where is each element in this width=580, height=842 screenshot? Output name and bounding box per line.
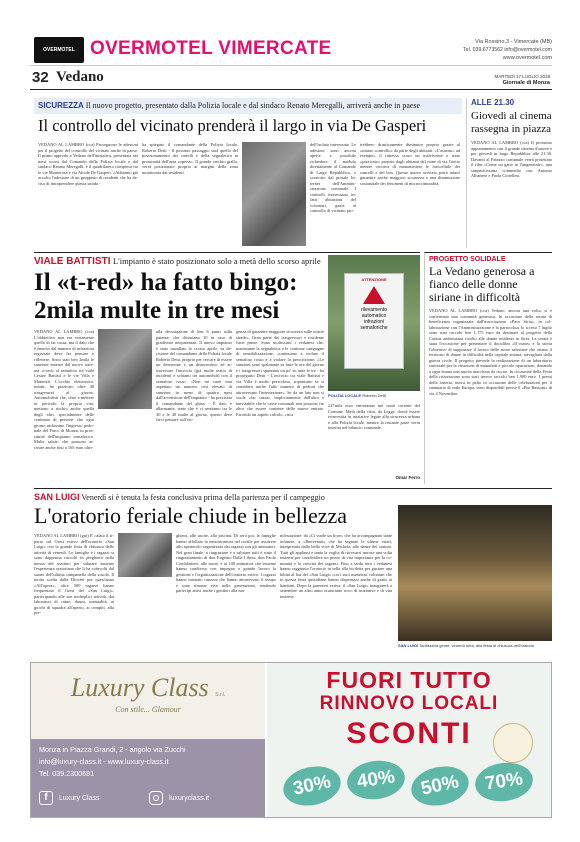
sign-panel (344, 273, 404, 369)
ad-left-panel (31, 663, 265, 817)
article-photo-small (118, 533, 172, 577)
article-kicker: SAN LUIGI (34, 492, 80, 502)
ad-instagram: luxuryclass.it (169, 795, 210, 802)
photo-caption-text: Roberto Detti (362, 393, 386, 398)
article-column-1: VEDANO AL LAMBRO (cca) Proseguono le adesioni per il progetto del controllo del vicinato anche in paese. Il primo approdo a Vedano dell'iniziativa, presentata nei mesi scorsi dal Comando della Polizia locale e dal sindaco Renato Meregalli, è il quadrilatero compreso tra le vie Monterosa e via Alcide De Gasperi. «Abbiamo già accolto l'adesione di un gruppetto di residenti che ha deciso di intraprendere questa strada - (38, 142, 138, 186)
banner-address: Via Rossino,3 - Vimercate (MB) (475, 39, 552, 45)
ad-promo-line3: SCONTI (346, 717, 472, 750)
article-photo-small (98, 329, 152, 409)
page-date: MARTEDÌ 17 LUGLIO 2018 (494, 74, 550, 79)
photo-caption (328, 393, 420, 398)
sidebar-kicker: PROGETTO SOLIDALE (429, 256, 506, 263)
ad-promo-line2: RINNOVO LOCALI (319, 693, 499, 714)
section-title: Vedano (56, 69, 104, 85)
ad-brand (41, 673, 255, 703)
instagram-icon (149, 791, 163, 805)
page-number: 32 (32, 69, 49, 86)
article-column-4: trebbero drasticamente diminuire proprio grazie al «mutuo controllo» da parte degli abitanti. «L'assenso, ad esempio, il rimessa scoro un malvivente e stato «pizzicato» proprio dagli abitanti del rione di via Giotto mentre cercava di manomettere le fotocellule dei cancelli e del box. Questo nuovo servizio potrà infatti garantire anche maggiori sicurezza e una diminuzione sostanziale dei fenomeni di microcriminalità. (360, 142, 460, 186)
article-subhead (38, 101, 460, 110)
sidebar-headline: La Vedano generosa a fianco delle donne siriane in difficoltà (429, 264, 535, 304)
banner-logo (34, 37, 84, 63)
sidebar-headline: Giovedì al cinema rassegna in piazza (471, 110, 552, 135)
banner-website: www.overmotel.com (502, 55, 552, 61)
sign-text-3: infrazioni (363, 319, 384, 325)
discount-badge (280, 761, 345, 810)
sidebar-body: VEDANO AL LAMBRO (cca) Il prossimo appuntamento con il grande cinema d'autore e per giovedì in largo Repubblica alle 21.30. Davanti al Palazzo comunale verrà proiettato il film «Come un gatto in Tangenziale», una simpaticissima commedia con Antonio Albanese e Paola Cortellesi. (471, 140, 552, 178)
discount-badge (345, 757, 408, 803)
sidebar-solidale (424, 252, 552, 484)
ad-brand-reg: S.r.l. (215, 692, 226, 698)
ad-brand-name: Luxury Class (70, 673, 209, 702)
article-subhead-text: Il nuovo progetto, presentato dalla Polizia locale e dal sindaco Renato Meregalli, arriverà anche in paese (85, 101, 421, 110)
advertisement (30, 662, 552, 818)
article-photo-crowd (398, 505, 552, 641)
banner-phone: Tel. 039.6773562 info@overmotel.com (463, 47, 552, 53)
article-column-1: VEDANO AL LAMBRO (cca) L'obbiettivo non era certamente quello di far cassa, ma il dato che è emerso dal numero di infrazioni registrate deve far pensare e riflettere. Sono stati ben 2mila le sanzioni emesse dal nuovo sistema «t-red» al semaforo tra viale Cesare Battisti e le vie Villa e Matteotti. L'occhio elettronico, infatti, ha pizzicato oltre 40 trasgressori al giorno. Automobilisti che, oltre a mettere in pericolo la propria vita, mettono a rischio anche quella degli altri, specialmente delle centinaia di persone che ogni giorno utilizzano l'ingresso pedonale del Parco di Monza, in prossimità dell'impianto semaforico. Multe salate, che possono arrivare anche fino a 165 euro oltre (34, 329, 94, 450)
discount-badge (408, 761, 473, 810)
article-kicker: SICUREZZA (38, 101, 84, 110)
photo-caption-text: Tantissima gente, venerdì sera, alla festa di chiusura dell'oratorio (419, 643, 535, 648)
article-column-2: ha spiegato il comandante della Polizia locale, Roberto Detti - Il possimo passaggio sarà quello del posizionamento dei cartelli e della segnaletica in prossimità dell'area coperta». Il grande cerchio giallo, verrà posizionato proprio ai margini della zona monitorata dai residenti (142, 142, 238, 175)
article-headline: Il controllo del vicinato prenderà il largo in via De Gasperi (38, 116, 427, 135)
banner-logo-text: OVERMOTEL (43, 47, 75, 53)
article-headline: L'oratorio feriale chiude in bellezza (34, 503, 348, 528)
page-header (30, 68, 552, 90)
article-photo (242, 142, 306, 246)
sign-heading: ATTENZIONE (361, 277, 387, 282)
ad-email: info@luxury-class.it - www.luxury-class.it (39, 757, 169, 766)
top-banner (30, 34, 552, 66)
discount-badge (473, 759, 536, 805)
discount-value: 30% (291, 771, 333, 800)
facebook-icon: f (39, 791, 53, 805)
article-headline-line1: Il «t-red» ha fatto bingo: (34, 269, 298, 296)
photo-caption-label: POLIZIA LOCALE (328, 393, 362, 398)
sign-text-4: semaforiche (360, 325, 388, 331)
ad-right-panel (267, 663, 551, 817)
article-column-2: ghiera, alle uscite, alla piscina. Di sera poi, le famiglie hanno affollato la tensostruttura nel cortile per assistere allo spettacolo organizzato dai ragazzi con gli animatori. Nel gran finale, a ringraziare e a salutare tutti è stato il ringraziamento di don Eugenio Dalla Libera, don Paolo Confalonieri, alle suore, e ai 100 animatori che insieme hanno condiviso con impegno e grande lavoro la gestione e l'organizzazione dell'oratorio estivo. I ragazzi hanno intonato canzoni che hanno attraversato il tempo e sono rimaste vive nelle generazioni, rendendo partecipi attivi anche i genitori alla ma- (176, 533, 276, 593)
banner-title: OVERMOTEL VIMERCATE (90, 38, 332, 59)
photo-caption-label: SAN LUIGI (398, 643, 419, 648)
sign-triangle-icon (363, 286, 385, 304)
sidebar-kicker: ALLE 21.30 (471, 98, 515, 107)
sign-text-1: rilevamento (361, 307, 387, 313)
ad-promo-line1: FUORI TUTTO (326, 667, 492, 693)
instagram-icon-lens (153, 795, 159, 801)
discount-value: 50% (419, 771, 461, 800)
discount-value: 70% (483, 768, 525, 795)
paper-name: Giornale di Monza (502, 80, 550, 86)
sidebar-body: VEDANO AL LAMBRO (cca) Vedano, ancora una volta, si è confermata una comunità generosa. In occasione della serata di beneficenza organizzata dall'associazione «Pace Siria», in collaborazione con l'Amministrazione e la parrocchia, lo scorso 7 luglio sono stati raccolti ben 1.175 euro da destinare al progetto della Caritas ambrosiana rivolto alle donne residenti in Siria. La serata è stata l'occasione per presentare il docufilm «Il mare» e la storia l'obiettivo di supportare il lavoro delle suore salesiane che ottano il territorio di donne in difficoltà nella capitale siriana, travagliata dalla guerra civile. Il progetto prevede la realizzazione di un laboratorio sartoriale per la creazione di manufatti e piccole riparazioni, donando a ogni donna una nuova macchina da cucire. In occasione della Festa della ristorazione sono stati invece raccolti ben 1.900 euro. I premi della lotteria, messi in palio in occasione delle celebrazioni per il sannuario di viale Europa, sono disponibili presso il «Bar Bassoni» di via 4 Novembre. (429, 308, 552, 396)
article-photo-sign (328, 255, 420, 391)
article-oratorio (34, 488, 552, 656)
ad-address: Monza in Piazza Grandi, 2 - angolo via Zucchi (39, 745, 186, 754)
ad-emblem (493, 723, 533, 763)
article-author: Omar Ferro (395, 475, 420, 480)
ad-info-band (31, 739, 265, 817)
article-kicker: VIALE BATTISTI (34, 256, 111, 267)
article-tred (34, 252, 420, 484)
article-subhead-text: L'impianto è stato posizionato solo a metà dello scorso aprile (112, 256, 321, 266)
discount-value: 40% (355, 766, 397, 793)
article-column-3: genza di garantire maggiore sicurezza sulle nostre strade». Gran parte dei trasgressori e residente fuori paese. Sono moltissimi i vedanesi che, nonostante la segnaletica e le continue campagne di sensibilizzazione, continuano a violare il semaforo rosso e a violare la prescrizione. «Le sanzioni sono spalmante su tutte le ore del giorno e i trasgressori spuntano un po' su tutte le tre - ha proseguito Detti - L'incrocio tra viale Battisti e via Villa è molto pericoloso, soprattutto se si considera anche l'alto numero di pedoni che attraversano l'intersezione». Se da un lato non si vuole «far cassa», implicitamente dall'altro è inevitabile che le casse comunali non possono far altro che essere contente delle nuove entrate. Facendo un rapido calcolo, circa (236, 329, 324, 417)
sign-text-2: automatico (361, 313, 387, 319)
article-column-3: dell'isolato interessato. Le adesioni sono ancora aperte e possibile richiedere il modulo direttamente al Comando di Largo Repubblica, o scaricato dal portale Internet dell'Amministrazione comunale. I controlli interessano infatti abitazioni del volontari, gazie al controllo di vicinato pro- (310, 142, 356, 213)
photo-caption (398, 643, 552, 648)
article-column-1: VEDANO AL LAMBRO (gnt) E' calato il sipario sul Grest estivo dell'oratorio «San Luigi» con la grande festa di chiusura delle attività di venerdì. Le famiglie e i ragazzi si sono dapprima raccolti in preghiera nella messa del mattino per salutare insieme l'esperienza oratoriana che li ha coinvolti dal suono dell'ultima campanella della scuola. Il motto scelto dalla Diocesi per quest'anno «All'opera», oltre 500 ragazzi hanno frequentato il Grest del «San Luigi», partecipando alle sue molteplici attività, dai laboratori di canto, danza, manualità, ai giochi di squadra all'aperto, ai compiti, alla pre- (34, 533, 114, 615)
article-headline-line2: 2mila multe in tre mesi (34, 297, 280, 324)
article-column-4: 227mila euro entreranno nei conti correnti del Comune. Metà della cifra, da Legge, dovrà essere reinvestita in iniziative legate alla sicurezza urbana e alla Polizia locale, mentre la restante parte verrà inserita nel bilancio comunale. (328, 403, 420, 430)
article-subhead-text: Venerdì si è tenuta la festa conclusiva prima della partenza per il campeggio (81, 493, 325, 502)
article-subhead (34, 492, 552, 502)
article-column-2: alla decurtazione di ben 6 punti sulla patente, che diventano 10 in caso di gradiviste neopatentati. Il nuovo impianto è stato installato lo scorso aprile, su decisione del comandante della Polizia locale Roberto Detti, proprio per cercare di essere un deterrente e un disincentivo ad attraversare l'incrocio (già molte teatro di incidenti e schianti tra automobili) con il semaforo rosso. «Non mi sarei mai aspettato un numero così elevato di sanzioni in meno di quattro mesi dall'accensione dell'impianto - ha precisato il comandante del ghisa - È dato e allarmante, tanto che è ci sentiamo tra le 30 e le 40 multe al giorno, questo deve farci pensare sull'esi- (156, 329, 232, 422)
article-sicurezza (34, 98, 462, 248)
article-column-3: nifestazione: da «Ci vuole un fiore» che ha accompagnato tante infanzie, a «Benvenuti» che ha segnato le ultime estati, interpretata dalla bella voce di Michela, alle danze dei cartoni. Tutti gli applausi e tanta la voglia di ritrovarsi ancora una volta insieme per condividere un pezzo di vita importante per la comunità e la crescita dei ragazzi. Fino a tarda sera i vedanesi hanno raggiunto l'oratorio in sella alla biciletta per gustare una bibita al bar del «San Luigi» con i suoi numerosi volontari che in questa festa quotidiane hanno dispensato anche di gratis ai bambini. Dopo la parentesi estiva, il «San Luigi» inaugurerà a settembre un altro anno oratoriano ricco di iniziative e di vita insieme. (280, 533, 392, 599)
ad-facebook: Luxury Class (59, 795, 100, 802)
ad-phone: Tel. 039.2300681 (39, 769, 95, 778)
sidebar-cinema (466, 98, 552, 248)
ad-slogan: Con stile... Glamour (115, 705, 181, 714)
